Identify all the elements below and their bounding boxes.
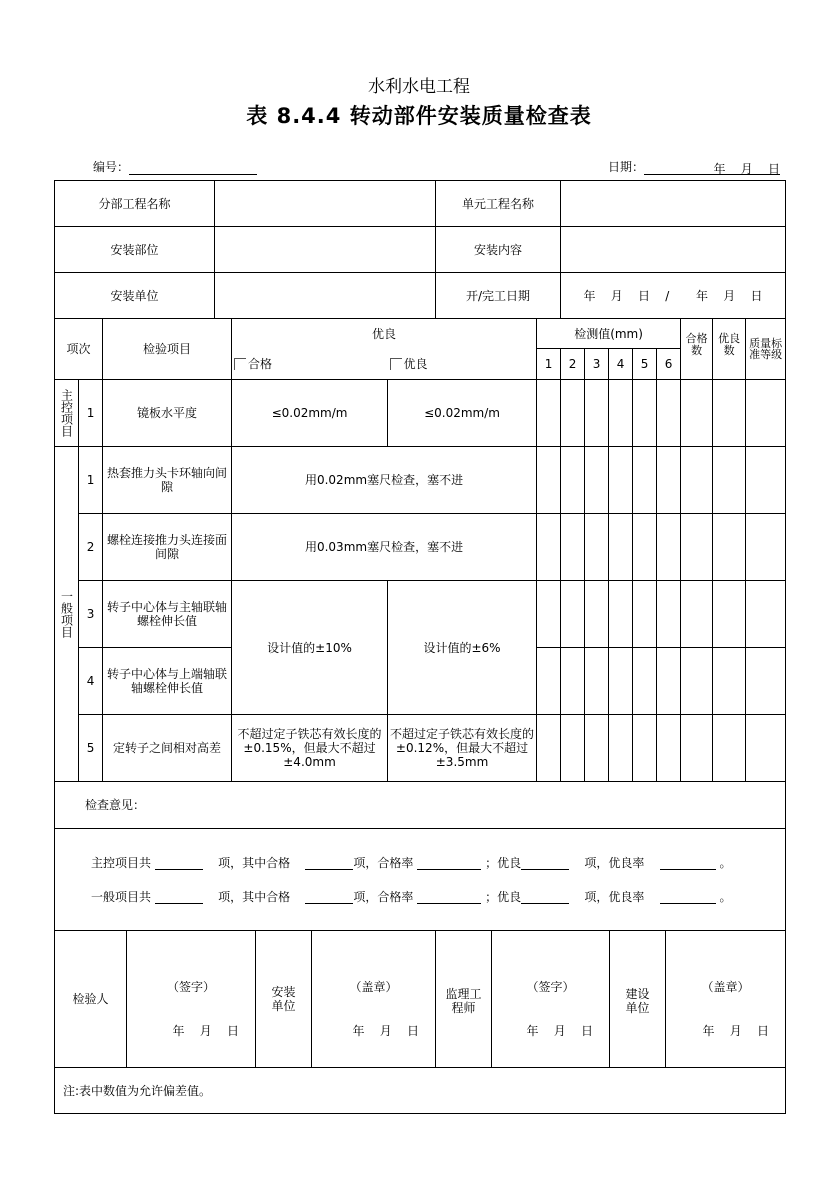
summary-text: 。	[719, 855, 732, 870]
builder-seal[interactable]	[666, 931, 786, 1068]
row-pass-std: 不超过定子铁芯有效长度的±0.15%，但最大不超过±4.0mm	[232, 715, 388, 782]
measure-cell[interactable]	[609, 715, 633, 782]
measure-cell[interactable]	[633, 380, 657, 447]
pass-checkbox[interactable]	[232, 349, 388, 380]
date-text: 年 月 日	[172, 1024, 239, 1038]
measure-cell[interactable]	[585, 447, 609, 514]
row-good-std: 不超过定子铁芯有效长度的±0.12%，但最大不超过±3.5mm	[388, 715, 537, 782]
blank[interactable]	[521, 857, 569, 870]
summary-text: 。	[719, 889, 732, 904]
good-count-cell[interactable]	[713, 648, 746, 715]
table-row	[55, 581, 786, 648]
pass-count-cell[interactable]	[681, 715, 713, 782]
blank[interactable]	[660, 891, 716, 904]
number-label: 编号：	[93, 160, 130, 174]
content-label: 安装内容	[436, 227, 561, 273]
row-no: 4	[79, 648, 103, 715]
row-no: 1	[79, 380, 103, 447]
table-row	[55, 447, 786, 514]
good-checkbox-label: 优良	[403, 356, 428, 371]
pass-checkbox-label: 合格	[248, 356, 273, 371]
row-pass-std: 设计值的±10%	[232, 581, 388, 715]
row-no: 5	[79, 715, 103, 782]
col-quality: 质量标准等级	[746, 319, 786, 380]
measure-cell[interactable]	[537, 648, 561, 715]
sub-project-label: 分部工程名称	[55, 181, 215, 227]
row-no: 1	[79, 447, 103, 514]
location-label: 安装部位	[55, 227, 215, 273]
date-label: 日期：	[608, 160, 645, 174]
page-title: 表 8.4.4 转动部件安装质量检查表	[246, 104, 592, 128]
measure-cell[interactable]	[609, 514, 633, 581]
blank[interactable]	[660, 857, 716, 870]
dates-label: 开/完工日期	[436, 273, 561, 319]
measure-cell[interactable]	[633, 581, 657, 648]
row-good-std: 设计值的±6%	[388, 581, 537, 715]
sign-text: （签字）	[526, 980, 575, 994]
measure-cell[interactable]	[657, 648, 681, 715]
measure-cell[interactable]	[633, 648, 657, 715]
subtitle: 水利水电工程	[368, 77, 470, 97]
summary-text: ；优良	[485, 855, 522, 870]
col-seq: 项次	[55, 319, 103, 380]
col-good-count: 优良数	[713, 319, 746, 380]
measure-cell[interactable]	[633, 514, 657, 581]
date-text: 年 月 日	[352, 1024, 419, 1038]
col-grade: 优良	[232, 319, 537, 349]
checkbox-icon[interactable]	[390, 358, 402, 370]
col-item: 检验项目	[103, 319, 232, 380]
measure-no: 6	[657, 349, 681, 380]
table-row	[55, 514, 786, 581]
measure-cell[interactable]	[633, 715, 657, 782]
quality-cell[interactable]	[746, 447, 786, 514]
measure-cell[interactable]	[561, 514, 585, 581]
pass-count-cell[interactable]	[681, 447, 713, 514]
opinion-field[interactable]: 检查意见：	[55, 782, 786, 829]
row-std: 用0.02mm塞尺检查，塞不进	[232, 447, 537, 514]
dates-input[interactable]: 年 月 日 / 年 月 日	[561, 273, 786, 319]
row-name: 热套推力头卡环轴向间隙	[103, 447, 232, 514]
summary-text: 主控项目共	[91, 855, 152, 870]
measure-cell[interactable]	[561, 447, 585, 514]
date-blank[interactable]: 年 月 日	[644, 160, 780, 175]
row-no: 3	[79, 581, 103, 648]
pass-count-cell[interactable]	[681, 514, 713, 581]
seal-text: （盖章）	[701, 980, 750, 994]
summary-text: 项，优良率	[584, 889, 645, 904]
main-items-label: 主控项目	[59, 389, 74, 437]
measure-cell[interactable]	[585, 581, 609, 648]
date-text: 年 月 日	[526, 1024, 593, 1038]
unit-project-label: 单元工程名称	[436, 181, 561, 227]
installer-input[interactable]	[215, 273, 436, 319]
measure-no: 2	[561, 349, 585, 380]
measure-cell[interactable]	[633, 447, 657, 514]
quality-cell[interactable]	[746, 581, 786, 648]
measure-cell[interactable]	[657, 447, 681, 514]
good-count-cell[interactable]	[713, 581, 746, 648]
blank[interactable]	[305, 857, 353, 870]
blank[interactable]	[305, 891, 353, 904]
quality-cell[interactable]	[746, 380, 786, 447]
summary-text: 一般项目共	[91, 889, 152, 904]
inspector-sign[interactable]	[127, 931, 256, 1068]
blank[interactable]	[417, 891, 481, 904]
measure-cell[interactable]	[609, 380, 633, 447]
summary-text: 项，其中合格	[218, 889, 291, 904]
supervisor-sign[interactable]	[492, 931, 610, 1068]
number-field[interactable]	[93, 158, 257, 175]
installer-sign-label: 安装单位	[256, 931, 312, 1068]
unit-project-input[interactable]	[561, 181, 786, 227]
inspector-label: 检验人	[55, 931, 127, 1068]
general-summary-line	[91, 890, 783, 904]
measure-cell[interactable]	[585, 380, 609, 447]
seal-text: （盖章）	[349, 980, 398, 994]
measure-cell[interactable]	[561, 715, 585, 782]
supervisor-label: 监理工程师	[436, 931, 492, 1068]
row-pass-std: ≤0.02mm/m	[232, 380, 388, 447]
col-measured: 检测值(mm)	[537, 319, 681, 349]
good-checkbox[interactable]	[388, 349, 537, 380]
measure-cell[interactable]	[657, 514, 681, 581]
good-count-cell[interactable]	[713, 447, 746, 514]
measure-cell[interactable]	[585, 648, 609, 715]
summary	[55, 829, 786, 931]
row-name: 转子中心体与主轴联轴螺栓伸长值	[103, 581, 232, 648]
main-summary-line	[91, 856, 783, 870]
measure-cell[interactable]	[561, 648, 585, 715]
summary-text: ；优良	[485, 889, 522, 904]
measure-no: 4	[609, 349, 633, 380]
measure-cell[interactable]	[537, 581, 561, 648]
date-text: 年 月 日	[702, 1024, 769, 1038]
blank[interactable]	[417, 857, 481, 870]
location-input[interactable]	[215, 227, 436, 273]
general-items-label: 一般项目	[59, 590, 74, 638]
content-input[interactable]	[561, 227, 786, 273]
info-table	[54, 180, 786, 319]
pass-count-cell[interactable]	[681, 648, 713, 715]
measure-cell[interactable]	[609, 648, 633, 715]
sub-project-input[interactable]	[215, 181, 436, 227]
measure-no: 1	[537, 349, 561, 380]
row-no: 2	[79, 514, 103, 581]
measure-cell[interactable]	[609, 581, 633, 648]
date-field[interactable]	[608, 158, 780, 175]
measure-cell[interactable]	[609, 447, 633, 514]
measure-cell[interactable]	[537, 380, 561, 447]
col-pass-count: 合格数	[681, 319, 713, 380]
blank[interactable]	[155, 891, 203, 904]
row-name: 镜板水平度	[103, 380, 232, 447]
sign-text: （签字）	[166, 980, 215, 994]
pass-count-cell[interactable]	[681, 581, 713, 648]
row-std: 用0.03mm塞尺检查，塞不进	[232, 514, 537, 581]
measure-no: 3	[585, 349, 609, 380]
summary-text: 项，其中合格	[218, 855, 291, 870]
blank[interactable]	[521, 891, 569, 904]
measure-cell[interactable]	[657, 380, 681, 447]
signature-table	[54, 930, 786, 1114]
row-name: 螺栓连接推力头连接面间隙	[103, 514, 232, 581]
quality-cell[interactable]	[746, 715, 786, 782]
row-name: 转子中心体与上端轴联轴螺栓伸长值	[103, 648, 232, 715]
summary-text: 项，优良率	[584, 855, 645, 870]
note: 注:表中数值为允许偏差值。	[55, 1068, 786, 1114]
row-good-std: ≤0.02mm/m	[388, 380, 537, 447]
summary-text: 项，合格率	[353, 889, 414, 904]
good-count-cell[interactable]	[713, 715, 746, 782]
blank[interactable]	[155, 857, 203, 870]
measure-cell[interactable]	[561, 380, 585, 447]
quality-cell[interactable]	[746, 648, 786, 715]
number-blank[interactable]	[129, 160, 257, 175]
good-count-cell[interactable]	[713, 514, 746, 581]
table-row	[55, 715, 786, 782]
measure-cell[interactable]	[657, 581, 681, 648]
measure-cell[interactable]	[537, 514, 561, 581]
quality-cell[interactable]	[746, 514, 786, 581]
summary-text: 项，合格率	[353, 855, 414, 870]
pass-count-cell[interactable]	[681, 380, 713, 447]
measure-no: 5	[633, 349, 657, 380]
measure-cell[interactable]	[561, 581, 585, 648]
checkbox-icon[interactable]	[234, 358, 246, 370]
measure-cell[interactable]	[657, 715, 681, 782]
inspection-table	[54, 318, 786, 931]
table-row	[55, 380, 786, 447]
installer-label: 安装单位	[55, 273, 215, 319]
builder-label: 建设单位	[610, 931, 666, 1068]
installer-seal[interactable]	[312, 931, 436, 1068]
row-name: 定转子之间相对高差	[103, 715, 232, 782]
measure-cell[interactable]	[537, 715, 561, 782]
good-count-cell[interactable]	[713, 380, 746, 447]
measure-cell[interactable]	[537, 447, 561, 514]
measure-cell[interactable]	[585, 514, 609, 581]
measure-cell[interactable]	[585, 715, 609, 782]
